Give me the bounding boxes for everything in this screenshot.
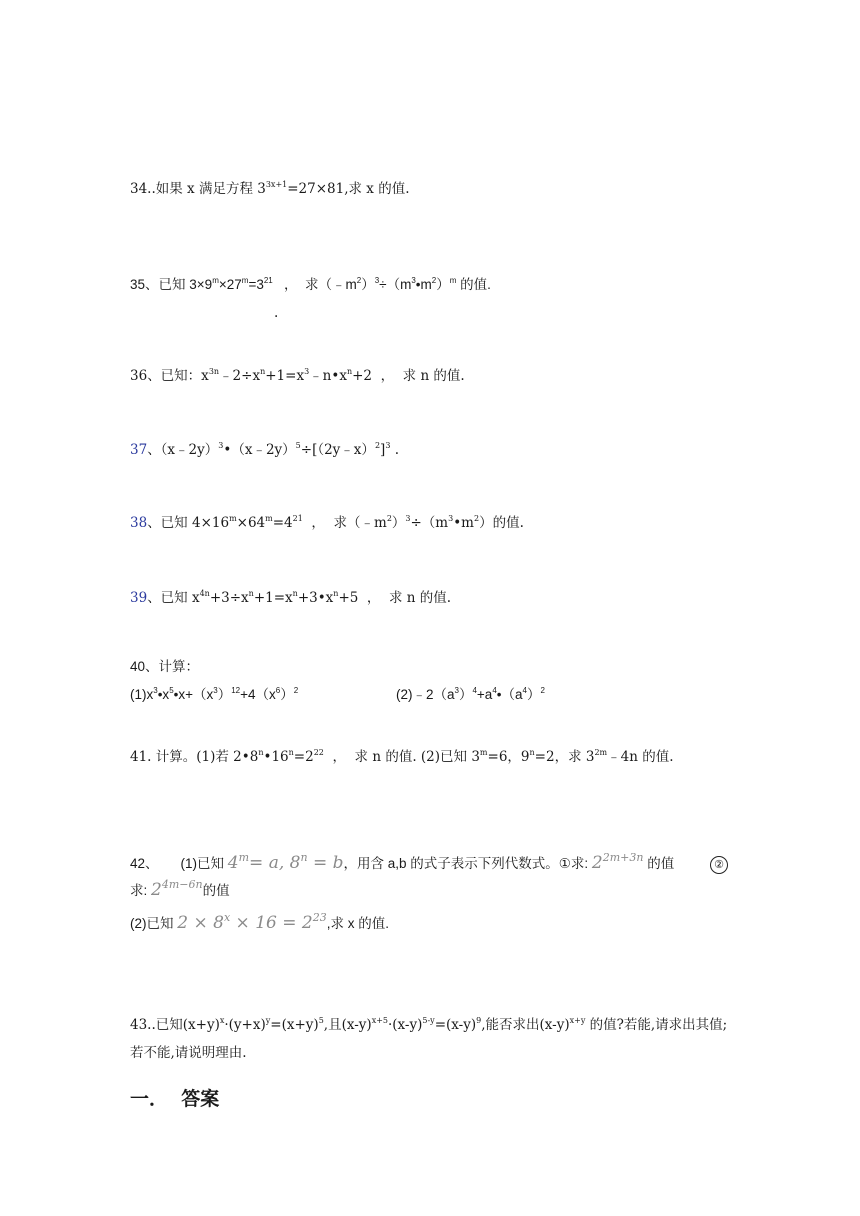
question-41: 41. 计算。(1)若 $2•8^n•16^n=2^{22}$ ， 求 n 的值. (2)已知 $3^m=6$，$9^n=2$，求 $3^{2m}﹣4n$ 的值. [130,748,674,765]
question-40-part2: $(2)﹣2(a^3)^4+a^4•(a^4)^2$ [396,686,545,702]
question-43-line2: 若不能,请说明理由. [130,1045,247,1061]
math-image-d: $2 \times 8^x \times 16 = 2^{23}$ [177,911,327,933]
question-40-title: 40、计算： [130,659,200,674]
math-image-c: $2^{4m-6n}$ [151,878,203,900]
question-35: 35、已知 $3\times 9^m\times 27^m=3^{21}$ ， 求$(﹣m^2)^3\div(m^3•m^2)^m$ 的值. [130,276,491,292]
question-34: 34..如果 x 满足方程 $3^{3x+1}=27\times 81$,求 x 的值. [130,180,410,197]
math-image-a: $4^m= a$, $8^n = b$ [227,851,344,873]
question-35-dot: . [274,305,279,321]
question-37: 37、（x﹣2y）$^3$•（x﹣2y）$^5$÷[（2y﹣x）$^2$]$^3$ . [130,441,399,458]
question-42-circle-2: ② [710,855,728,874]
question-42-line3: (2)已知 $2 \times 8^x \times 16 = 2^{23}$,求 x 的值. [130,911,389,933]
question-36: 36、已知：$x^{3n}﹣2\div x^n+1=x^3﹣n•x^n+2$ ， 求 n 的值. [130,367,465,384]
answer-section-heading: 一． 答案 [130,1088,220,1110]
question-39: 39、已知 $x^{4n}+3\div x^n+1=x^n+3•x^n+5$ ， 求 n 的值. [130,589,452,606]
question-38: 38、已知 $4\times 16^m\times 64^m=4^{21}$ ， 求$(﹣m^2)^3\div(m^3•m^2)$的值. [130,514,524,531]
question-40-part1: $(1)x^3•x^5•x+(x^3)^{12}+4(x^6)^2$ [130,686,299,702]
question-42-line2: 求: $2^{4m-6n}$的值 [130,878,230,900]
math-image-b: $2^{2m+3n}$ [591,851,644,873]
question-42-line1: 42、 (1)已知 $4^m= a$, $8^n = b$，用含 a,b 的式子表示下列代数式。①求: $2^{2m+3n}$ 的值 [130,851,675,873]
question-43-line1: 43..已知$(x+y)^x\cdot(y+x)^y=(x+y)^5$,且$(x-y)^{x+5}\cdot(x-y)^{5-y}=(x-y)^9$,能否求出$(x-y)^{x+y}$ 的值?若能,请求出其值; [130,1016,728,1033]
